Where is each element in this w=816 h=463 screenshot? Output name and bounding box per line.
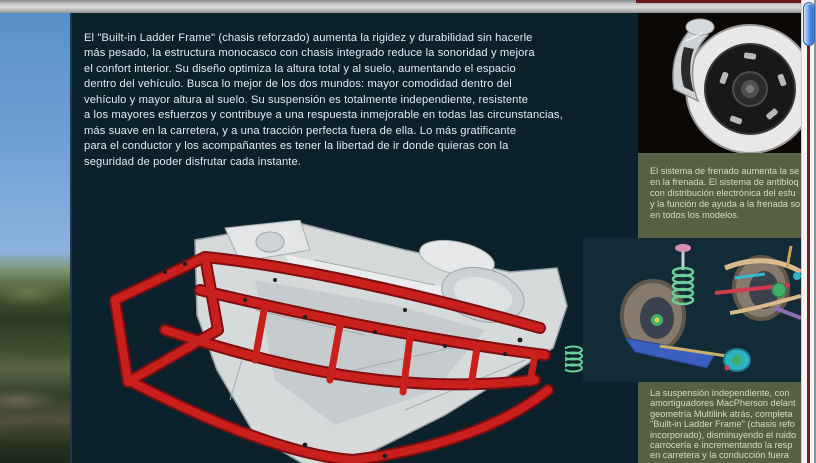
caption-line: geometría Multilink atrás, completa bbox=[650, 408, 793, 419]
suspension-caption bbox=[638, 382, 801, 463]
chassis-illustration bbox=[105, 220, 570, 463]
scrollbar-track[interactable] bbox=[801, 0, 816, 463]
paragraph-line: más pesado, la estructura monocasco con chasis integrado reduce la sonoridad y mejora bbox=[84, 47, 535, 60]
paragraph-line: dentro del vehículo. Busca lo mejor de los dos mundos: mayor comodidad dentro del bbox=[84, 78, 512, 91]
caption-line: "Built-in Ladder Frame" (chasis refo bbox=[650, 419, 795, 430]
paragraph-line: a los mayores esfuerzos y contribuye a una respuesta inmejorable en todas las circunstancias, bbox=[84, 109, 563, 122]
caption-line: amortiguadores MacPherson delant bbox=[650, 398, 796, 409]
brake-caption bbox=[638, 153, 801, 238]
caption-line: y la función de ayuda a la frenada so bbox=[650, 199, 801, 209]
window-chrome-bar bbox=[0, 0, 801, 13]
paragraph-line: vehículo y mayor altura al suelo. Su suspensión es totalmente independiente, resistente bbox=[84, 93, 529, 106]
caption-line: en la frenada. El sistema de antibloq bbox=[650, 177, 799, 187]
caption-line: incorporado), disminuyendo el ruido bbox=[650, 429, 797, 440]
caption-line: en todos los modelos. bbox=[650, 210, 740, 220]
scrollbar-thumb[interactable] bbox=[803, 2, 815, 46]
caption-line: en carretera y la conducción fuera bbox=[650, 450, 789, 461]
brake-disc-photo bbox=[638, 13, 801, 153]
brochure-page bbox=[0, 13, 801, 463]
caption-line: carrocería e incrementando la resp bbox=[650, 440, 793, 451]
page-edge-top bbox=[636, 0, 801, 3]
paragraph-line: el confort interior. Su diseño optimiza la altura total y al suelo, aumentando el espacio bbox=[84, 62, 516, 75]
caption-line: con distribución electrónica del esfu bbox=[650, 188, 796, 198]
paragraph-line: El "Built-in Ladder Frame" (chasis reforzado) aumenta la rigidez y durabilidad sin hacerle bbox=[84, 32, 533, 44]
page-edge-line bbox=[807, 14, 810, 463]
caption-line: El sistema de frenado aumenta la se bbox=[650, 166, 800, 176]
caption-line: La suspensión independiente, con bbox=[650, 388, 790, 398]
roadside-photo-strip bbox=[0, 13, 72, 463]
paragraph-line: más suave en la carretera, y a una tracción perfecta fuera de ella. Lo más gratificante bbox=[84, 124, 517, 137]
intro-paragraph bbox=[84, 31, 563, 170]
paragraph-line: seguridad de poder disfrutar cada instante. bbox=[84, 155, 301, 168]
suspension-illustration bbox=[565, 238, 801, 382]
paragraph-line: para el conductor y los acompañantes es tener la libertad de ir donde quieras con la bbox=[84, 140, 509, 153]
